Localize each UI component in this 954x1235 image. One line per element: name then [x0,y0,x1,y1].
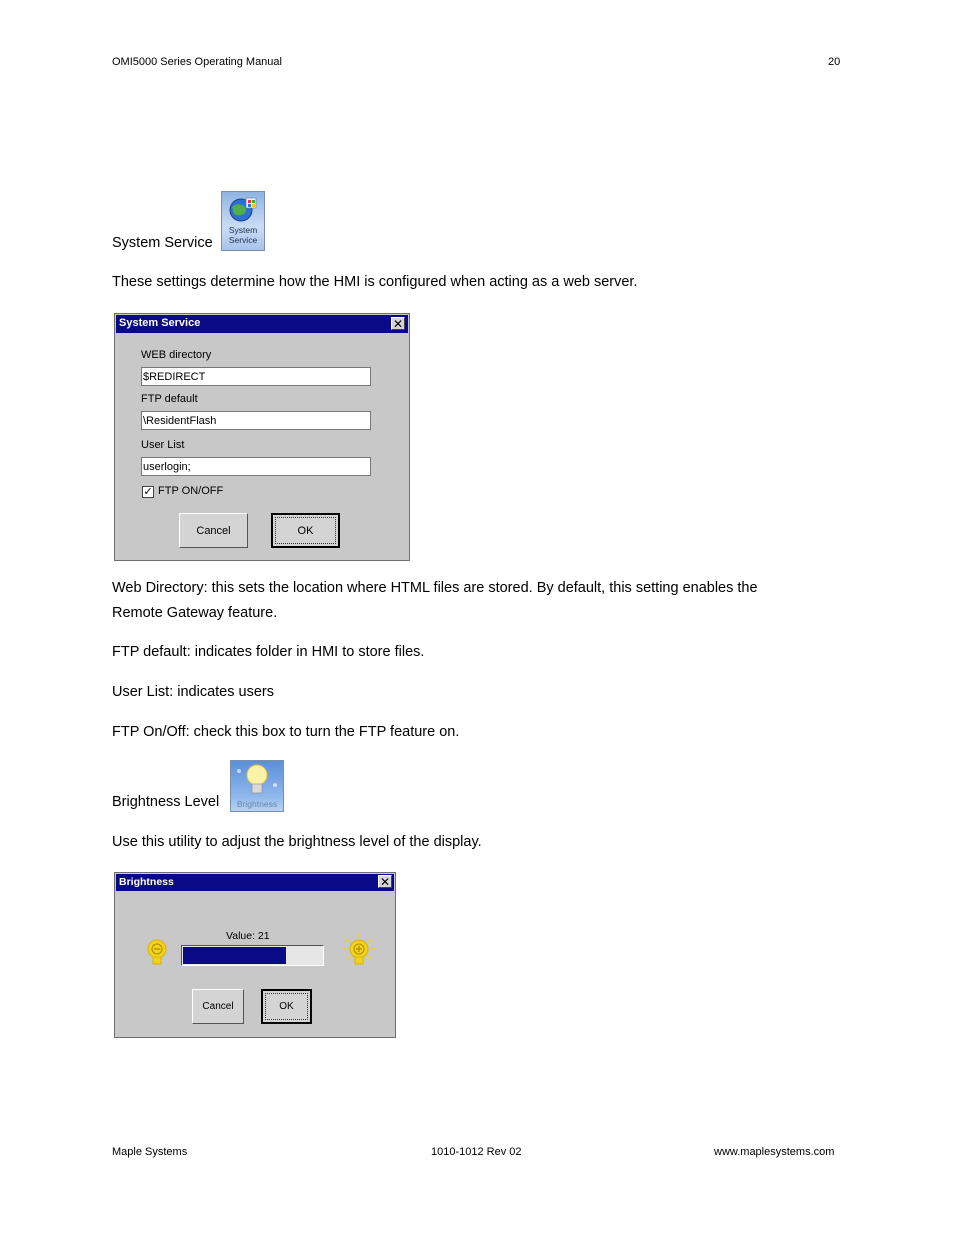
brightness-app-icon [230,760,284,812]
brightness-slider[interactable] [181,945,324,966]
note-web-directory-cont: Remote Gateway feature. [112,605,278,621]
user-list-input[interactable] [141,457,371,476]
icon-caption: Service [228,235,258,245]
ftp-default-label: FTP default [141,393,198,405]
brightness-increase-icon[interactable] [341,931,377,971]
dialog-titlebar [116,874,394,891]
brightness-decrease-icon[interactable] [145,937,169,969]
icon-caption: System [228,225,258,235]
system-service-heading: System Service [112,235,213,251]
ok-button[interactable] [271,513,340,548]
brightness-intro: Use this utility to adjust the brightness level of the display. [112,834,482,850]
icon-caption: Brightness [236,799,278,809]
note-ftp-default: FTP default: indicates folder in HMI to store files. [112,644,425,660]
web-directory-label: WEB directory [141,349,212,361]
doc-title: OMI5000 Series Operating Manual [112,56,282,68]
dialog-titlebar [116,315,408,333]
footer-website[interactable]: www.maplesystems.com [714,1146,835,1158]
lightbulb-icon [231,761,283,801]
footer-company: Maple Systems [112,1146,188,1158]
ftp-toggle-checkbox[interactable]: ✓ [143,486,153,498]
ok-button-label: OK [279,1001,294,1012]
system-service-intro: These settings determine how the HMI is configured when acting as a web server. [112,274,638,290]
dialog-title: Brightness [119,876,174,888]
ftp-toggle-label: FTP ON/OFF [158,485,224,497]
dialog-title: System Service [119,317,201,329]
close-icon[interactable]: ✕ [392,317,404,331]
close-icon[interactable]: ✕ [379,875,391,889]
brightness-value: Value: 21 [226,930,270,942]
footer-doc-id: 1010-1012 Rev 02 [431,1146,522,1158]
page-number: 20 [828,56,841,68]
ok-button-label: OK [297,524,314,537]
note-web-directory: Web Directory: this sets the location where HTML files are stored. By default, this setting enables the [112,580,758,596]
note-user-list: User List: indicates users [112,684,274,700]
cancel-button[interactable] [192,989,244,1024]
cancel-button-label: Cancel [196,524,231,537]
note-ftp-toggle: FTP On/Off: check this box to turn the FTP feature on. [112,724,460,740]
brightness-heading: Brightness Level [112,794,220,810]
brightness-fill [183,947,286,964]
ok-button[interactable] [261,989,312,1024]
cancel-button[interactable] [179,513,248,548]
user-list-label: User List [141,439,185,451]
system-service-dialog [114,313,410,561]
brightness-dialog [114,872,396,1038]
web-directory-input[interactable] [141,367,371,386]
cancel-button-label: Cancel [202,1001,234,1012]
system-service-app-icon [221,191,265,251]
ftp-default-input[interactable] [141,411,371,430]
